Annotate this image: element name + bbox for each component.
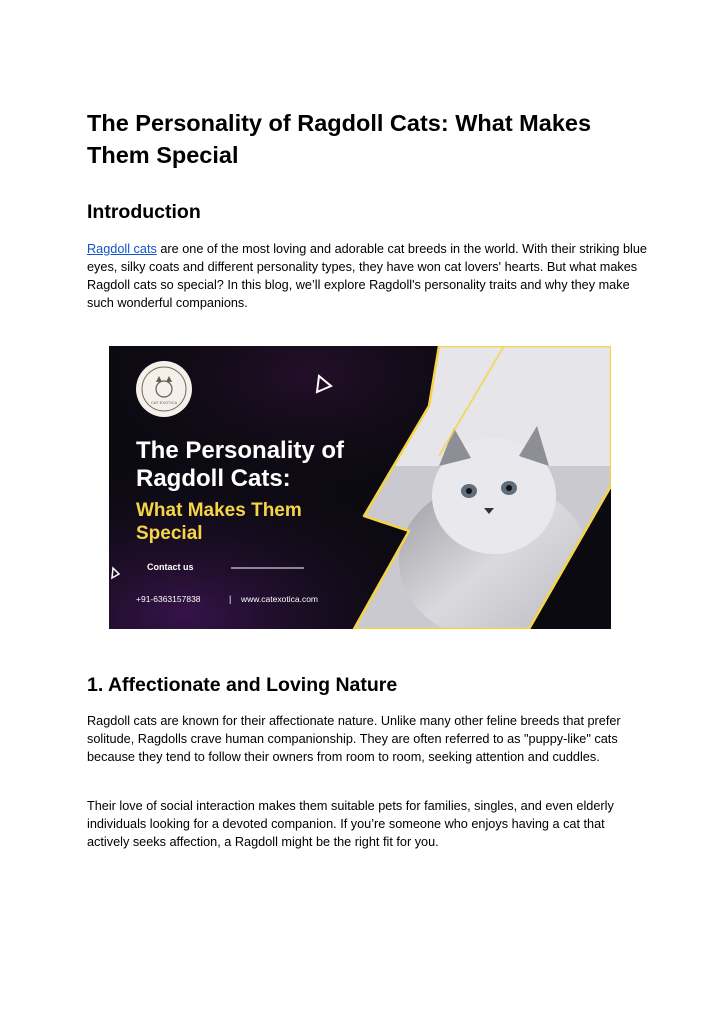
banner-separator: | [229,594,232,604]
section1-heading: 1. Affectionate and Loving Nature [87,674,398,696]
banner-graphic [109,346,611,629]
cat-exotica-logo [136,361,192,417]
section1-paragraph-1: Ragdoll cats are known for their affectionate nature. Unlike many other feline breeds that prefer solitude, Ragdolls crave human companionship. They are often referred to as "puppy-like" cats because they tend to follow their owners from room to room, seeking attention and cuddles. [87,714,621,764]
banner-line-2: Ragdoll Cats: [136,465,291,492]
banner-line-3: What Makes Them [136,500,302,521]
intro-paragraph [87,240,647,312]
page-title: The Personality of Ragdoll Cats: What Makes Them Special [87,110,592,168]
logo-text: CAT EXOTICA [150,400,178,405]
section1-paragraph-2: Their love of social interaction makes them suitable pets for families, singles, and even elderly individuals looking for a devoted companion. If you’re someone who enjoys having a cat that actively seeks affection, a Ragdoll might be the right fit for you. [87,799,614,849]
contact-label: Contact us [147,562,194,572]
banner-phone: +91-6363157838 [136,594,201,604]
banner-website: www.catexotica.com [241,594,318,604]
banner-image [109,346,611,629]
intro-text: are one of the most loving and adorable cat breeds in the world. With their striking blue eyes, silky coats and different personality types, they have won cat lovers' hearts. But what makes Ragdoll cats so special? In this blog, we’ll explore Ragdoll's personality traits and why they make such wonderful companions. [87,242,647,310]
intro-heading: Introduction [87,201,201,223]
banner-line-1: The Personality of [136,437,345,464]
banner-line-4: Special [136,523,203,544]
ragdoll-cats-link[interactable]: Ragdoll cats [87,242,157,256]
